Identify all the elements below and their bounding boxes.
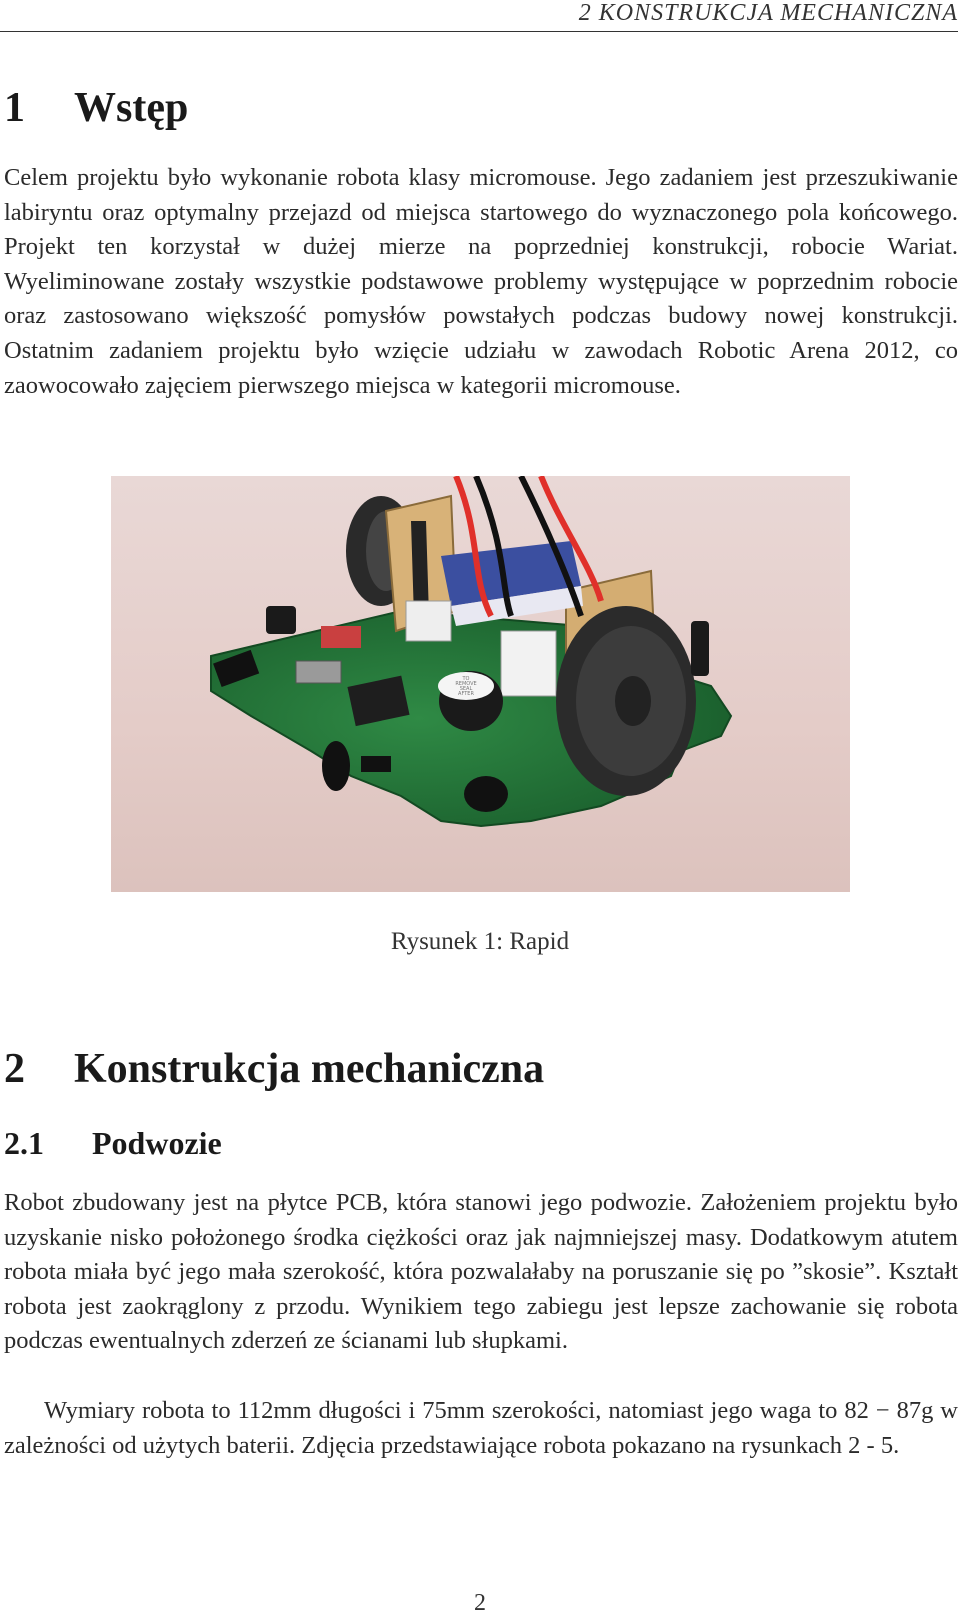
svg-text:AFTER: AFTER xyxy=(458,691,474,697)
section-heading-2 xyxy=(4,1045,544,1093)
svg-text:REMOVE: REMOVE xyxy=(455,681,477,687)
section-number: 1 xyxy=(4,85,25,131)
chassis-paragraph-2: Wymiary robota to 112mm długości i 75mm szerokości, natomiast jego waga to 82 − 87g w zależności od użytych baterii. Zdjęcia przedstawiające robota pokazano na rysunkach 2 - 5. xyxy=(4,1397,958,1459)
running-head xyxy=(0,0,958,32)
figure-caption: Rysunek 1: Rapid xyxy=(390,928,570,955)
svg-text:TO: TO xyxy=(462,676,470,682)
section-heading-1 xyxy=(4,84,188,132)
section-number: 2 xyxy=(4,1046,25,1092)
svg-text:SEAL: SEAL xyxy=(459,686,473,692)
robot-photo xyxy=(111,476,850,892)
subsection-number: 2.1 xyxy=(4,1125,44,1161)
page-number: 2 xyxy=(474,1590,486,1616)
chassis-paragraph-1: Robot zbudowany jest na płytce PCB, która stanowi jego podwozie. Założeniem projektu było uzyskanie nisko położonego środka ciężkości oraz jak najmniejszej masy. Dodatkowym atutem robota miała być jego mała szerokość, która pozwalałaby na poruszanie się po ”skosie”. Kształt robota jest zaokrąglony z przodu. Wynikiem tego zabiegu jest lepsze zachowanie się robota podczas ewentualnych zderzeń ze ścianami lub słupkami. xyxy=(4,1189,958,1355)
section-title: Konstrukcja mechaniczna xyxy=(74,1046,545,1092)
section-title: Wstęp xyxy=(74,85,189,131)
intro-paragraph: Celem projektu było wykonanie robota klasy micromouse. Jego zadaniem jest przeszukiwanie labiryntu oraz optymalny przejazd od miejsca startowego do wyznaczonego pola końcowego. Projekt ten korzystał w dużej mierze na poprzedniej konstrukcji, robocie Wariat. Wyeliminowane zostały wszystkie podstawowe problemy występujące w poprzednim robocie oraz zastosowano większość pomysłów powstałych podczas budowy nowej konstrukcji. Ostatnim zadaniem projektu było wzięcie udziału w zawodach Robotic Arena 2012, co zaowocowało zajęciem pierwszego miejsca w kategorii micromouse. xyxy=(4,164,958,399)
subsection-title: Podwozie xyxy=(92,1125,222,1161)
subsection-heading xyxy=(4,1125,222,1162)
running-head-text: 2 KONSTRUKCJA MECHANICZNA xyxy=(578,0,958,26)
